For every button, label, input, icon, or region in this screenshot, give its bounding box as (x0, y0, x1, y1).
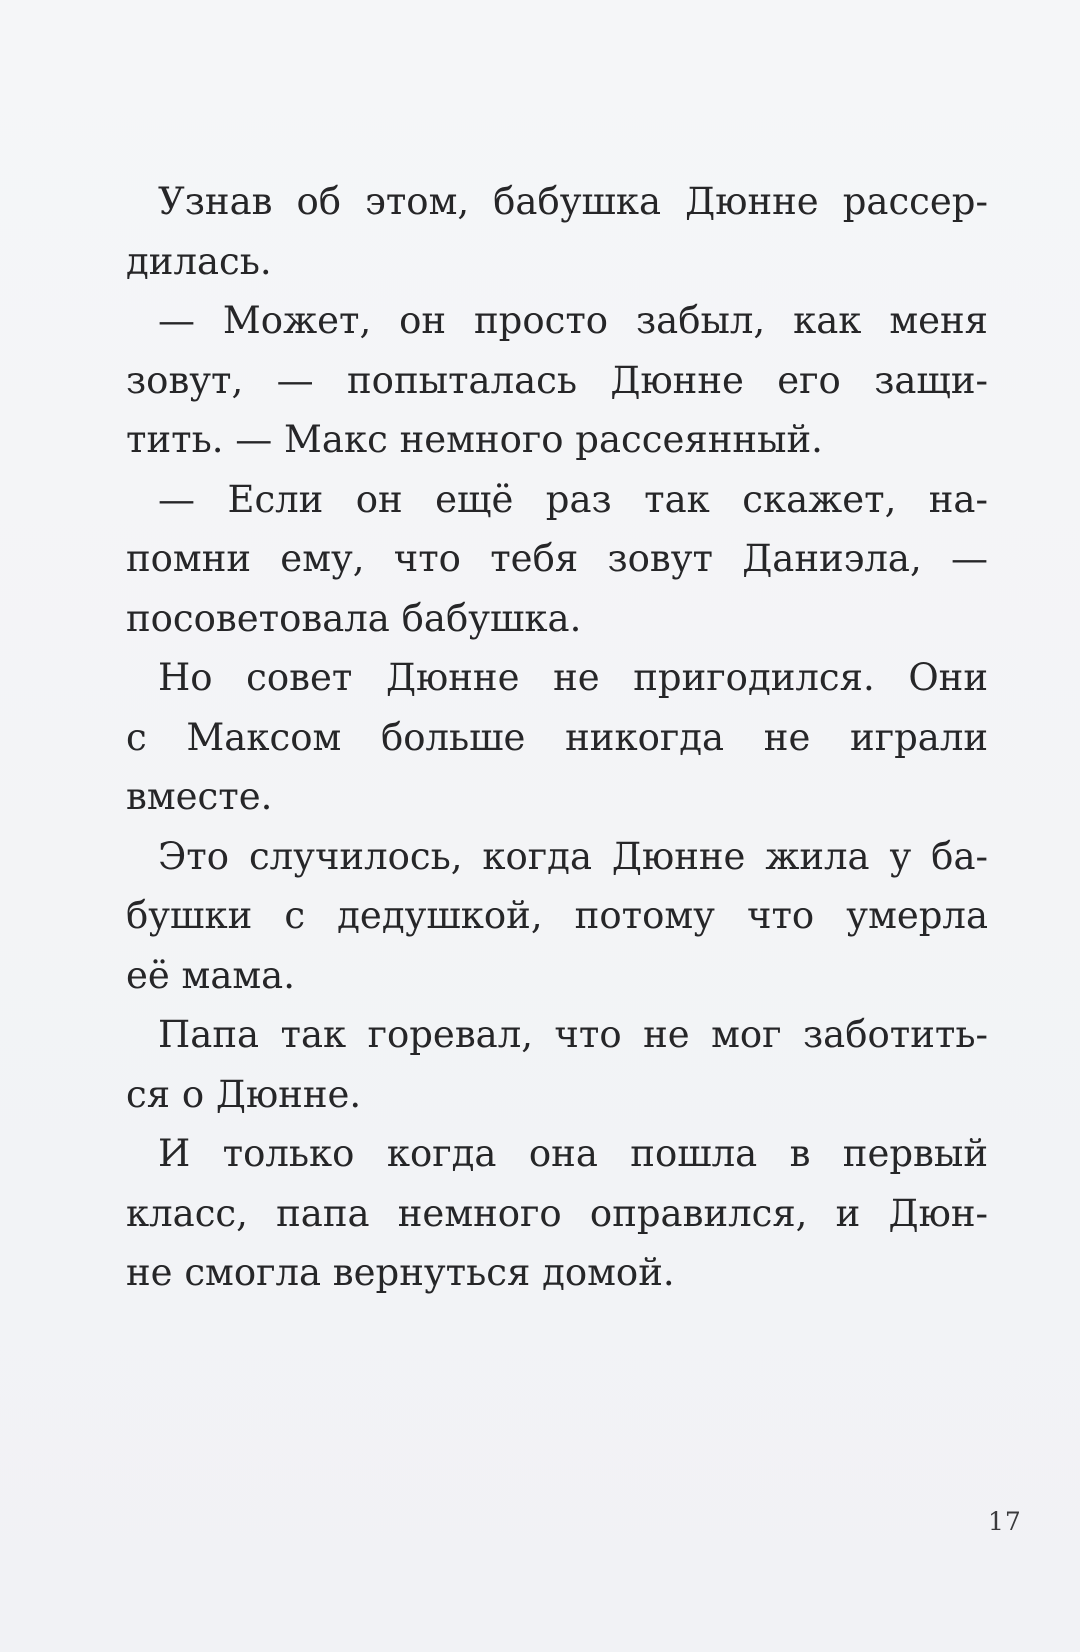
text-line: И только когда она пошла в первый (158, 1132, 988, 1175)
text-line: вместе. (126, 775, 273, 818)
text-line: ся о Дюнне. (126, 1072, 362, 1116)
text-line: помни ему, что тебя зовут Даниэла, — (126, 537, 988, 580)
text-line: дилась. (126, 239, 272, 283)
text-line: Это случилось, когда Дюнне жила у ба- (158, 834, 988, 878)
paragraph (126, 470, 988, 649)
text-line: с Максом больше никогда не играли (126, 715, 988, 759)
text-line: не смогла вернуться домой. (126, 1251, 675, 1294)
text-line: Папа так горевал, что не мог заботить- (158, 1013, 988, 1056)
paragraph (126, 648, 988, 827)
text-line: класс, папа немного оправился, и Дюн- (126, 1191, 988, 1235)
paragraph (126, 1005, 988, 1124)
paragraph (126, 827, 988, 1006)
page-number: 17 (988, 1507, 1022, 1536)
text-line: — Может, он просто забыл, как меня (158, 299, 988, 342)
text-line: её мама. (126, 953, 295, 997)
text-line: посоветовала бабушка. (126, 596, 582, 640)
body-text (126, 172, 988, 1303)
paragraph (126, 291, 988, 470)
text-line: тить. — Макс немного рассеянный. (126, 418, 823, 461)
text-line: Но совет Дюнне не пригодился. Они (158, 656, 988, 699)
text-line: бушки с дедушкой, потому что умерла (126, 894, 988, 937)
text-line: — Если он ещё раз так скажет, на- (158, 477, 988, 521)
text-line: зовут, — попыталась Дюнне его защи- (126, 358, 988, 402)
paragraph (126, 172, 988, 291)
paragraph (126, 1124, 988, 1303)
text-line: Узнав об этом, бабушка Дюнне рассер- (158, 180, 988, 223)
